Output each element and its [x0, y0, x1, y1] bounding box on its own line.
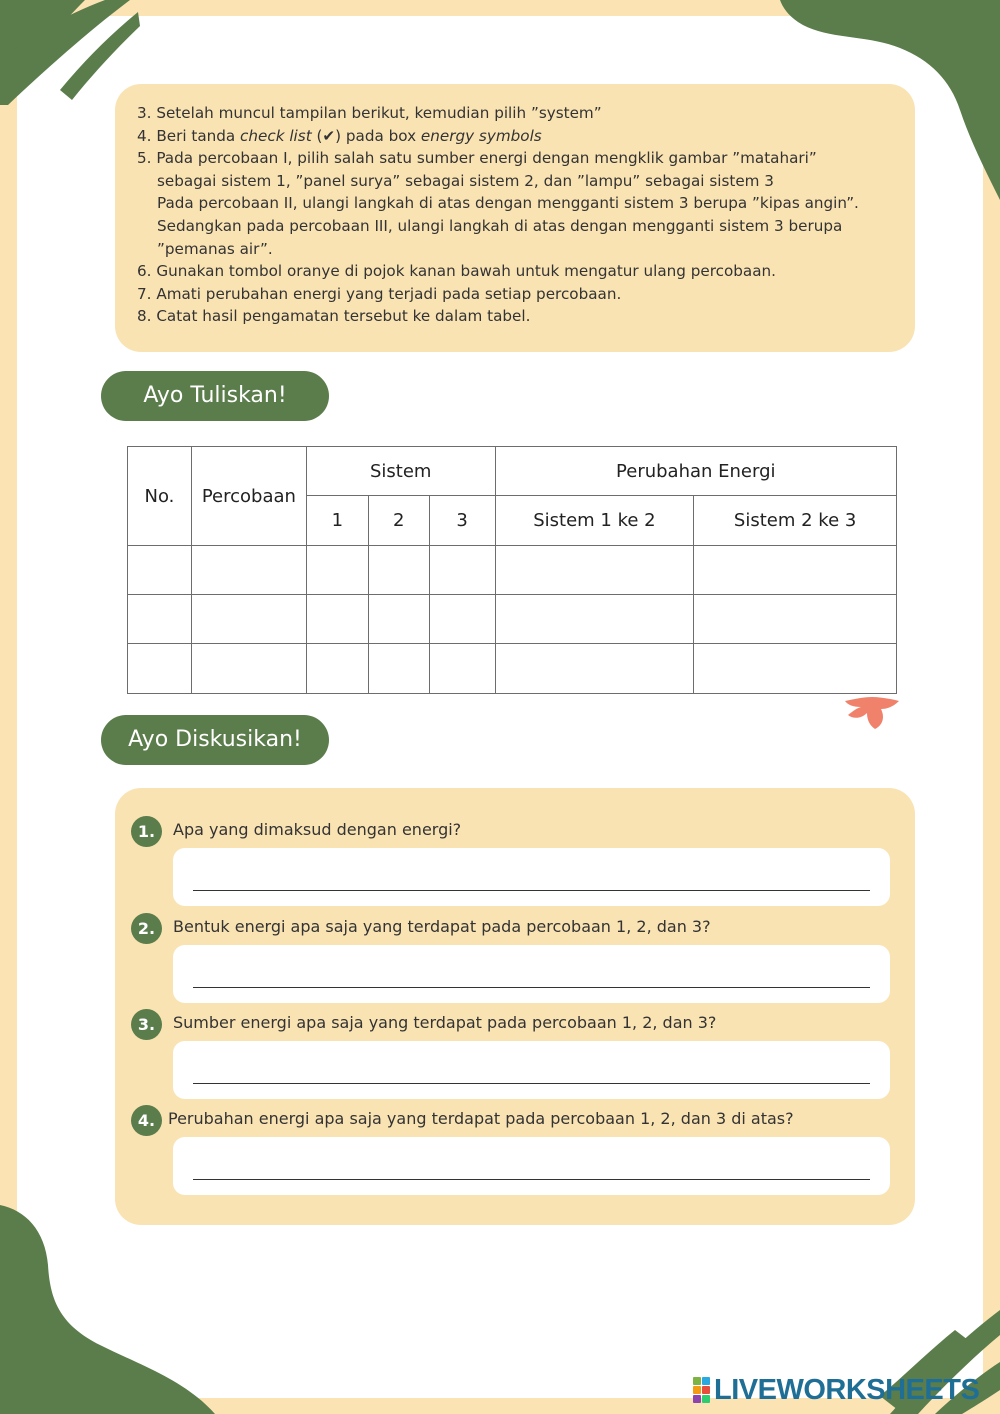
table-cell[interactable] [495, 644, 694, 694]
question-number-badge: 3. [131, 1009, 162, 1040]
table-cell[interactable] [429, 644, 495, 694]
table-cell[interactable] [128, 546, 192, 595]
table-cell[interactable] [495, 595, 694, 644]
table-row [128, 595, 897, 644]
instruction-step-5-cont: ”pemanas air”. [157, 239, 273, 258]
instructions-card [115, 84, 915, 352]
header-no: No. [128, 447, 192, 546]
table-cell[interactable] [306, 595, 368, 644]
header-sistem: Sistem [306, 447, 495, 496]
brand-text: LIVEWORKSHEETS [714, 1373, 980, 1406]
question-item [115, 1009, 915, 1099]
table-cell[interactable] [368, 546, 429, 595]
answer-input[interactable] [193, 871, 870, 891]
section-discuss-title: Ayo Diskusikan! [101, 715, 329, 765]
section-write-title: Ayo Tuliskan! [101, 371, 329, 421]
table-row [128, 644, 897, 694]
top-left-leaf-decoration [0, 0, 140, 110]
table-cell[interactable] [429, 546, 495, 595]
liveworksheets-logo-icon [693, 1377, 710, 1403]
table-cell[interactable] [694, 546, 897, 595]
instruction-step-8: 8. Catat hasil pengamatan tersebut ke dalam tabel. [137, 307, 531, 326]
header-percobaan: Percobaan [191, 447, 306, 546]
header-sistem-1: 1 [306, 496, 368, 546]
table-cell[interactable] [191, 595, 306, 644]
table-cell[interactable] [694, 644, 897, 694]
answer-input[interactable] [193, 1064, 870, 1084]
answer-box [173, 945, 890, 1003]
observation-table [127, 446, 897, 694]
instruction-step-3: 3. Setelah muncul tampilan berikut, kemudian pilih ”system” [137, 104, 602, 122]
table-cell[interactable] [368, 644, 429, 694]
table-cell[interactable] [128, 644, 192, 694]
question-text: Bentuk energi apa saja yang terdapat pada percobaan 1, 2, dan 3? [173, 917, 711, 936]
header-perubahan-energi: Perubahan Energi [495, 447, 896, 496]
table-row [128, 546, 897, 595]
discussion-card [115, 788, 915, 1225]
check-mark-icon: ✔ [322, 126, 336, 145]
instruction-step-5-cont: Pada percobaan II, ulangi langkah di atas dengan mengganti sistem 3 berupa ”kipas angin”. [157, 194, 859, 213]
header-sistem-2-ke-3: Sistem 2 ke 3 [694, 496, 897, 546]
table-cell[interactable] [368, 595, 429, 644]
answer-input[interactable] [193, 1160, 870, 1180]
bottom-left-blob-decoration [0, 1205, 220, 1414]
header-sistem-1-ke-2: Sistem 1 ke 2 [495, 496, 694, 546]
table-cell[interactable] [191, 644, 306, 694]
header-sistem-3: 3 [429, 496, 495, 546]
liveworksheets-brand[interactable] [693, 1374, 979, 1406]
instruction-step-4: 4. Beri tanda check list (✔) pada box energy symbols [137, 126, 542, 145]
question-text: Apa yang dimaksud dengan energi? [173, 820, 462, 839]
answer-box [173, 1137, 890, 1195]
coral-flower-decoration [843, 695, 901, 733]
table-cell[interactable] [694, 595, 897, 644]
table-cell[interactable] [429, 595, 495, 644]
table-cell[interactable] [306, 546, 368, 595]
question-item [115, 816, 915, 906]
instruction-step-5-cont: Sedangkan pada percobaan III, ulangi langkah di atas dengan mengganti sistem 3 berupa [157, 216, 843, 235]
instruction-step-5-cont: sebagai sistem 1, ”panel surya” sebagai sistem 2, dan ”lampu” sebagai sistem 3 [157, 171, 774, 190]
question-item [115, 913, 915, 1003]
instruction-step-7: 7. Amati perubahan energi yang terjadi pada setiap percobaan. [137, 284, 622, 303]
question-text: Sumber energi apa saja yang terdapat pada percobaan 1, 2, dan 3? [173, 1013, 717, 1032]
answer-input[interactable] [193, 968, 870, 988]
header-sistem-2: 2 [368, 496, 429, 546]
table-cell[interactable] [495, 546, 694, 595]
answer-box [173, 1041, 890, 1099]
question-number-badge: 2. [131, 913, 162, 944]
question-number-badge: 4. [131, 1105, 162, 1136]
question-text: Perubahan energi apa saja yang terdapat pada percobaan 1, 2, dan 3 di atas? [168, 1109, 794, 1128]
table-cell[interactable] [191, 546, 306, 595]
table-cell[interactable] [306, 644, 368, 694]
instruction-step-6: 6. Gunakan tombol oranye di pojok kanan bawah untuk mengatur ulang percobaan. [137, 262, 776, 281]
answer-box [173, 848, 890, 906]
question-item [115, 1105, 915, 1195]
question-number-badge: 1. [131, 816, 162, 847]
instruction-step-5: 5. Pada percobaan I, pilih salah satu sumber energi dengan mengklik gambar ”matahari” [137, 149, 817, 168]
table-cell[interactable] [128, 595, 192, 644]
